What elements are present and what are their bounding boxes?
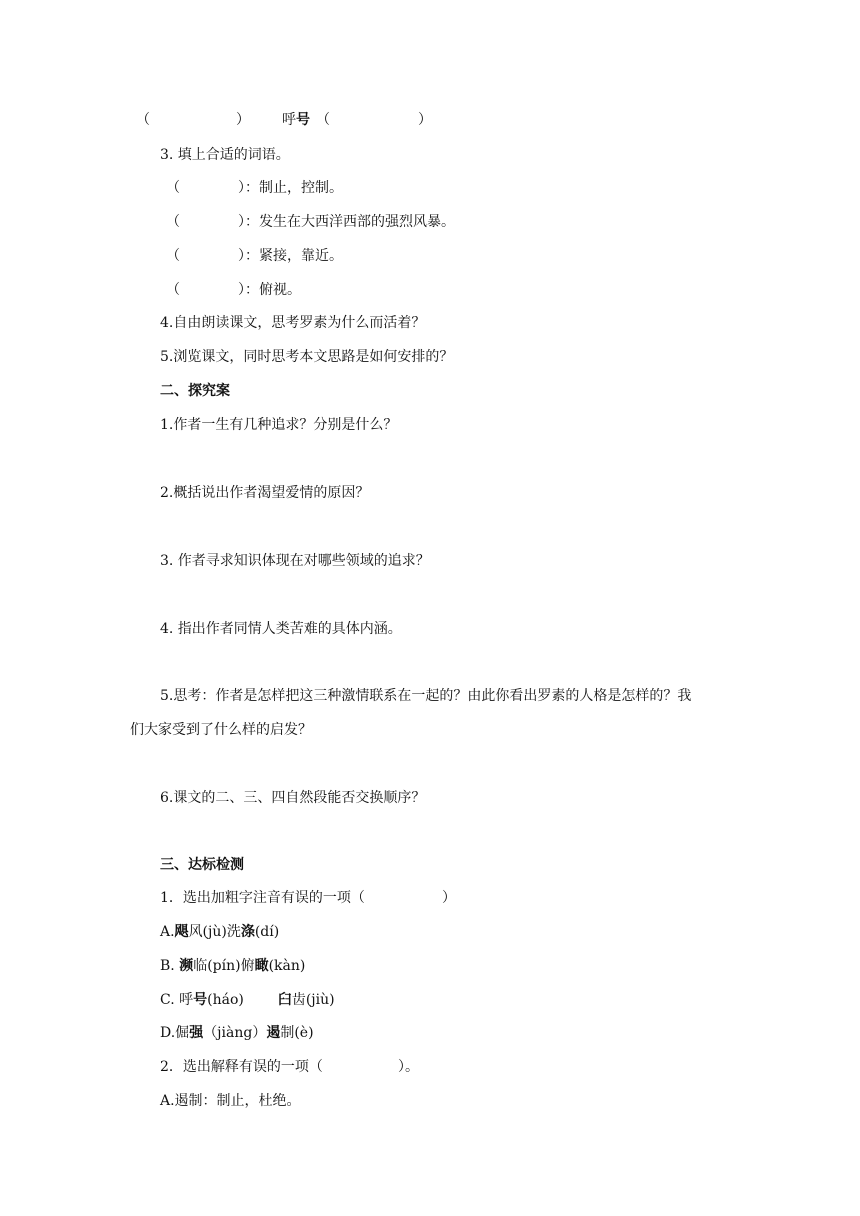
bold-char: 飓 <box>174 924 189 940</box>
inquiry-question-5-line-2: 们大家受到了什么样的启发？ <box>130 722 312 738</box>
assessment-question-2: 2．选出解释有误的一项（ <box>160 1059 323 1075</box>
fill-item-4-text: ）：俯视。 <box>238 282 301 298</box>
fill-item-2-text: ）：发生在大西洋西部的强烈风暴。 <box>238 214 455 230</box>
option-d: D.倔强（jiàng）遏制(è) <box>160 1025 314 1041</box>
bold-char: 瞰 <box>254 958 269 974</box>
word-hu-hao <box>282 110 310 130</box>
option-c: C. 呼号(háo) 臼齿(jiù) <box>160 992 335 1008</box>
bold-char: 濒 <box>179 958 194 974</box>
question-5: 5.浏览课文，同时思考本文思路是如何安排的？ <box>160 349 454 365</box>
inquiry-question-6: 6.课文的二、三、四自然段能否交换顺序？ <box>160 790 426 806</box>
fill-item-1-text: ）：制止，控制。 <box>238 180 343 196</box>
bold-char: 涤 <box>240 924 255 940</box>
bold-char: 强 <box>189 1025 204 1041</box>
word-hu: 呼 <box>282 112 296 128</box>
assessment-question-1-close: ） <box>442 890 456 906</box>
bold-char: 遏 <box>266 1025 281 1041</box>
word-hao-bold: 号 <box>296 112 310 128</box>
inquiry-question-4: 4. 指出作者同情人类苦难的具体内涵。 <box>160 621 402 637</box>
assessment-question-2-close: ）。 <box>398 1059 419 1075</box>
fill-item-1-open: （ <box>166 180 180 196</box>
question-2-option-a: A.遏制：制止，杜绝。 <box>160 1093 301 1109</box>
blank-paren-close: ） <box>236 112 250 128</box>
option-b: B. 濒临(pín)俯瞰(kàn) <box>160 958 306 974</box>
fill-item-2-open: （ <box>166 214 180 230</box>
blank-paren-open-2: （ <box>316 112 330 128</box>
fill-item-3-text: ）：紧接，靠近。 <box>238 248 343 264</box>
option-a: A.飓风(jù)洗涤(dí) <box>160 924 280 940</box>
inquiry-question-1: 1.作者一生有几种追求？分别是什么？ <box>160 417 398 433</box>
inquiry-question-5-line-1: 5.思考：作者是怎样把这三种激情联系在一起的？由此你看出罗素的人格是怎样的？我 <box>160 688 692 704</box>
section-heading-inquiry: 二、探究案 <box>160 383 230 399</box>
question-4: 4.自由朗读课文，思考罗素为什么而活着？ <box>160 315 426 331</box>
bold-char: 臼 <box>277 992 292 1008</box>
inquiry-question-2: 2.概括说出作者渴望爱情的原因？ <box>160 485 370 501</box>
blank-paren-close-2: ） <box>418 112 432 128</box>
blank-paren-open: （ <box>136 112 150 128</box>
assessment-question-1: 1．选出加粗字注音有误的一项（ <box>160 890 365 906</box>
fill-item-3-open: （ <box>166 248 180 264</box>
inquiry-question-3: 3. 作者寻求知识体现在对哪些领域的追求？ <box>160 553 430 569</box>
bold-char: 号 <box>193 992 208 1008</box>
section-heading-assessment: 三、达标检测 <box>160 857 244 873</box>
question-3-fill: 3. 填上合适的词语。 <box>160 147 290 163</box>
fill-item-4-open: （ <box>166 282 180 298</box>
